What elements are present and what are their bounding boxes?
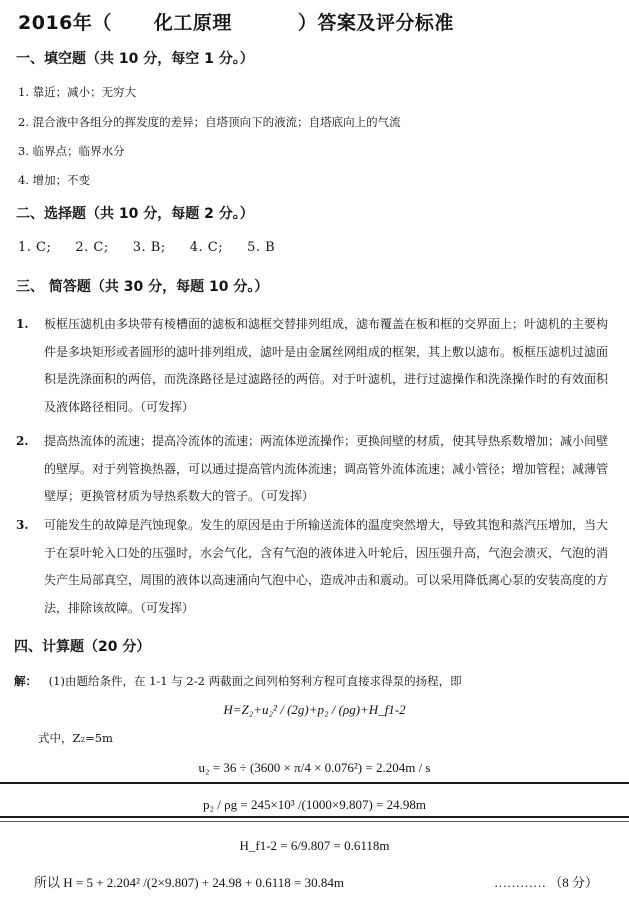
final-head-equation: 所以 H = 5 + 2.204² /(2×9.807) + 24.98 + 0.6118 = 30.84m	[34, 875, 344, 890]
section1-heading: 一、填空题（共 10 分，每空 1 分。）	[16, 51, 254, 67]
title-subject: 化工原理	[153, 12, 232, 34]
fill-answer-2: 2. 混合液中各组分的挥发度的差异；自塔顶向下的液流；自塔底向上的气流	[18, 115, 401, 129]
section2-heading: 二、选择题（共 10 分，每题 2 分。）	[16, 206, 254, 222]
choice-answers	[18, 240, 299, 255]
choice-answer-1: 1. C;	[18, 240, 52, 255]
fill-answer-3: 3. 临界点；临界水分	[18, 144, 125, 158]
short-answer-3-text: 可能发生的故障是汽蚀现象。发生的原因是由于所输送流体的温度突然增大，导致其饱和蒸汽压增加，当大于在泵叶轮入口处的压强时，水会气化，含有气泡的液体进入叶轮后，因压强升高，气泡会溃灭，气泡的消失产生局部真空，周围的液体以高速涌向气泡中心，造成冲击和震动。可以采用降低离心泵的安装高度的方法，排除该故障。（可发挥）	[44, 518, 609, 615]
bernoulli-equation: H=Z₂+u₂² / (2g)+p₂ / (ρg)+H_f1-2	[223, 702, 406, 717]
short-answer-3-number: 3.	[16, 518, 29, 532]
fill-answer-1: 1. 靠近；减小；无穷大	[18, 85, 137, 99]
document-title	[18, 8, 454, 35]
short-answer-1-number: 1.	[16, 317, 29, 331]
choice-answer-3: 3. B;	[132, 240, 166, 255]
short-answer-2-text: 提高热流体的流速；提高冷流体的流速；两流体逆流操作；更换间壁的材质，使其导热系数增加；减小间壁的壁厚。对于列管换热器，可以通过提高管内流体流速；调高管外流体流速；减小管径；增加管程；减薄管壁厚；更换管材质为导热系数大的管子。（可发挥）	[44, 434, 609, 503]
solution-label: 解：	[14, 674, 37, 688]
short-answer-1	[16, 311, 616, 421]
choice-answer-2: 2. C;	[75, 240, 109, 255]
where-clause: 式中，Z₂=5m	[38, 731, 113, 745]
section4-heading: 四、计算题（20 分）	[14, 639, 151, 655]
choice-answer-5: 5. B	[247, 240, 276, 255]
divider-line	[0, 816, 629, 818]
title-suffix: ）答案及评分标准	[297, 12, 454, 34]
divider-line	[0, 782, 629, 784]
choice-answer-4: 4. C;	[189, 240, 224, 255]
short-answer-2	[16, 428, 616, 511]
friction-loss-equation: H_f1-2 = 6/9.807 = 0.6118m	[239, 838, 390, 853]
short-answer-1-text: 板框压滤机由多块带有棱槽面的滤板和滤框交替排列组成，滤布覆盖在板和框的交界面上；叶滤机的主要构件是多块矩形或者圆形的滤叶排列组成，滤叶是由金属丝网组成的框架，其上敷以滤布。板框压滤机过滤面积是洗涤面积的两倍，而洗涤路径是过滤路径的两倍。对于叶滤机，进行过滤操作和洗涤操作时的有效面积及液体路径相同。（可发挥）	[44, 317, 609, 414]
divider-line	[0, 821, 629, 822]
velocity-equation: u₂ = 36 ÷ (3600 × π/4 × 0.076²) = 2.204m / s	[198, 760, 431, 775]
fill-answer-4: 4. 增加；不变	[18, 173, 91, 187]
score-note: ………… （8 分）	[494, 875, 599, 890]
short-answer-2-number: 2.	[16, 434, 29, 448]
short-answer-3	[16, 512, 616, 622]
section3-heading: 三、 简答题（共 30 分，每题 10 分。）	[16, 279, 269, 295]
solution-intro	[14, 673, 462, 689]
title-year: 2016年（	[18, 12, 112, 34]
pressure-head-equation: p₂ / ρg = 245×10³ /(1000×9.807) = 24.98m	[203, 797, 426, 812]
solution-intro-text: (1)由题给条件，在 1-1 与 2-2 两截面之间列柏努利方程可直接求得泵的扬程，即	[48, 674, 462, 688]
